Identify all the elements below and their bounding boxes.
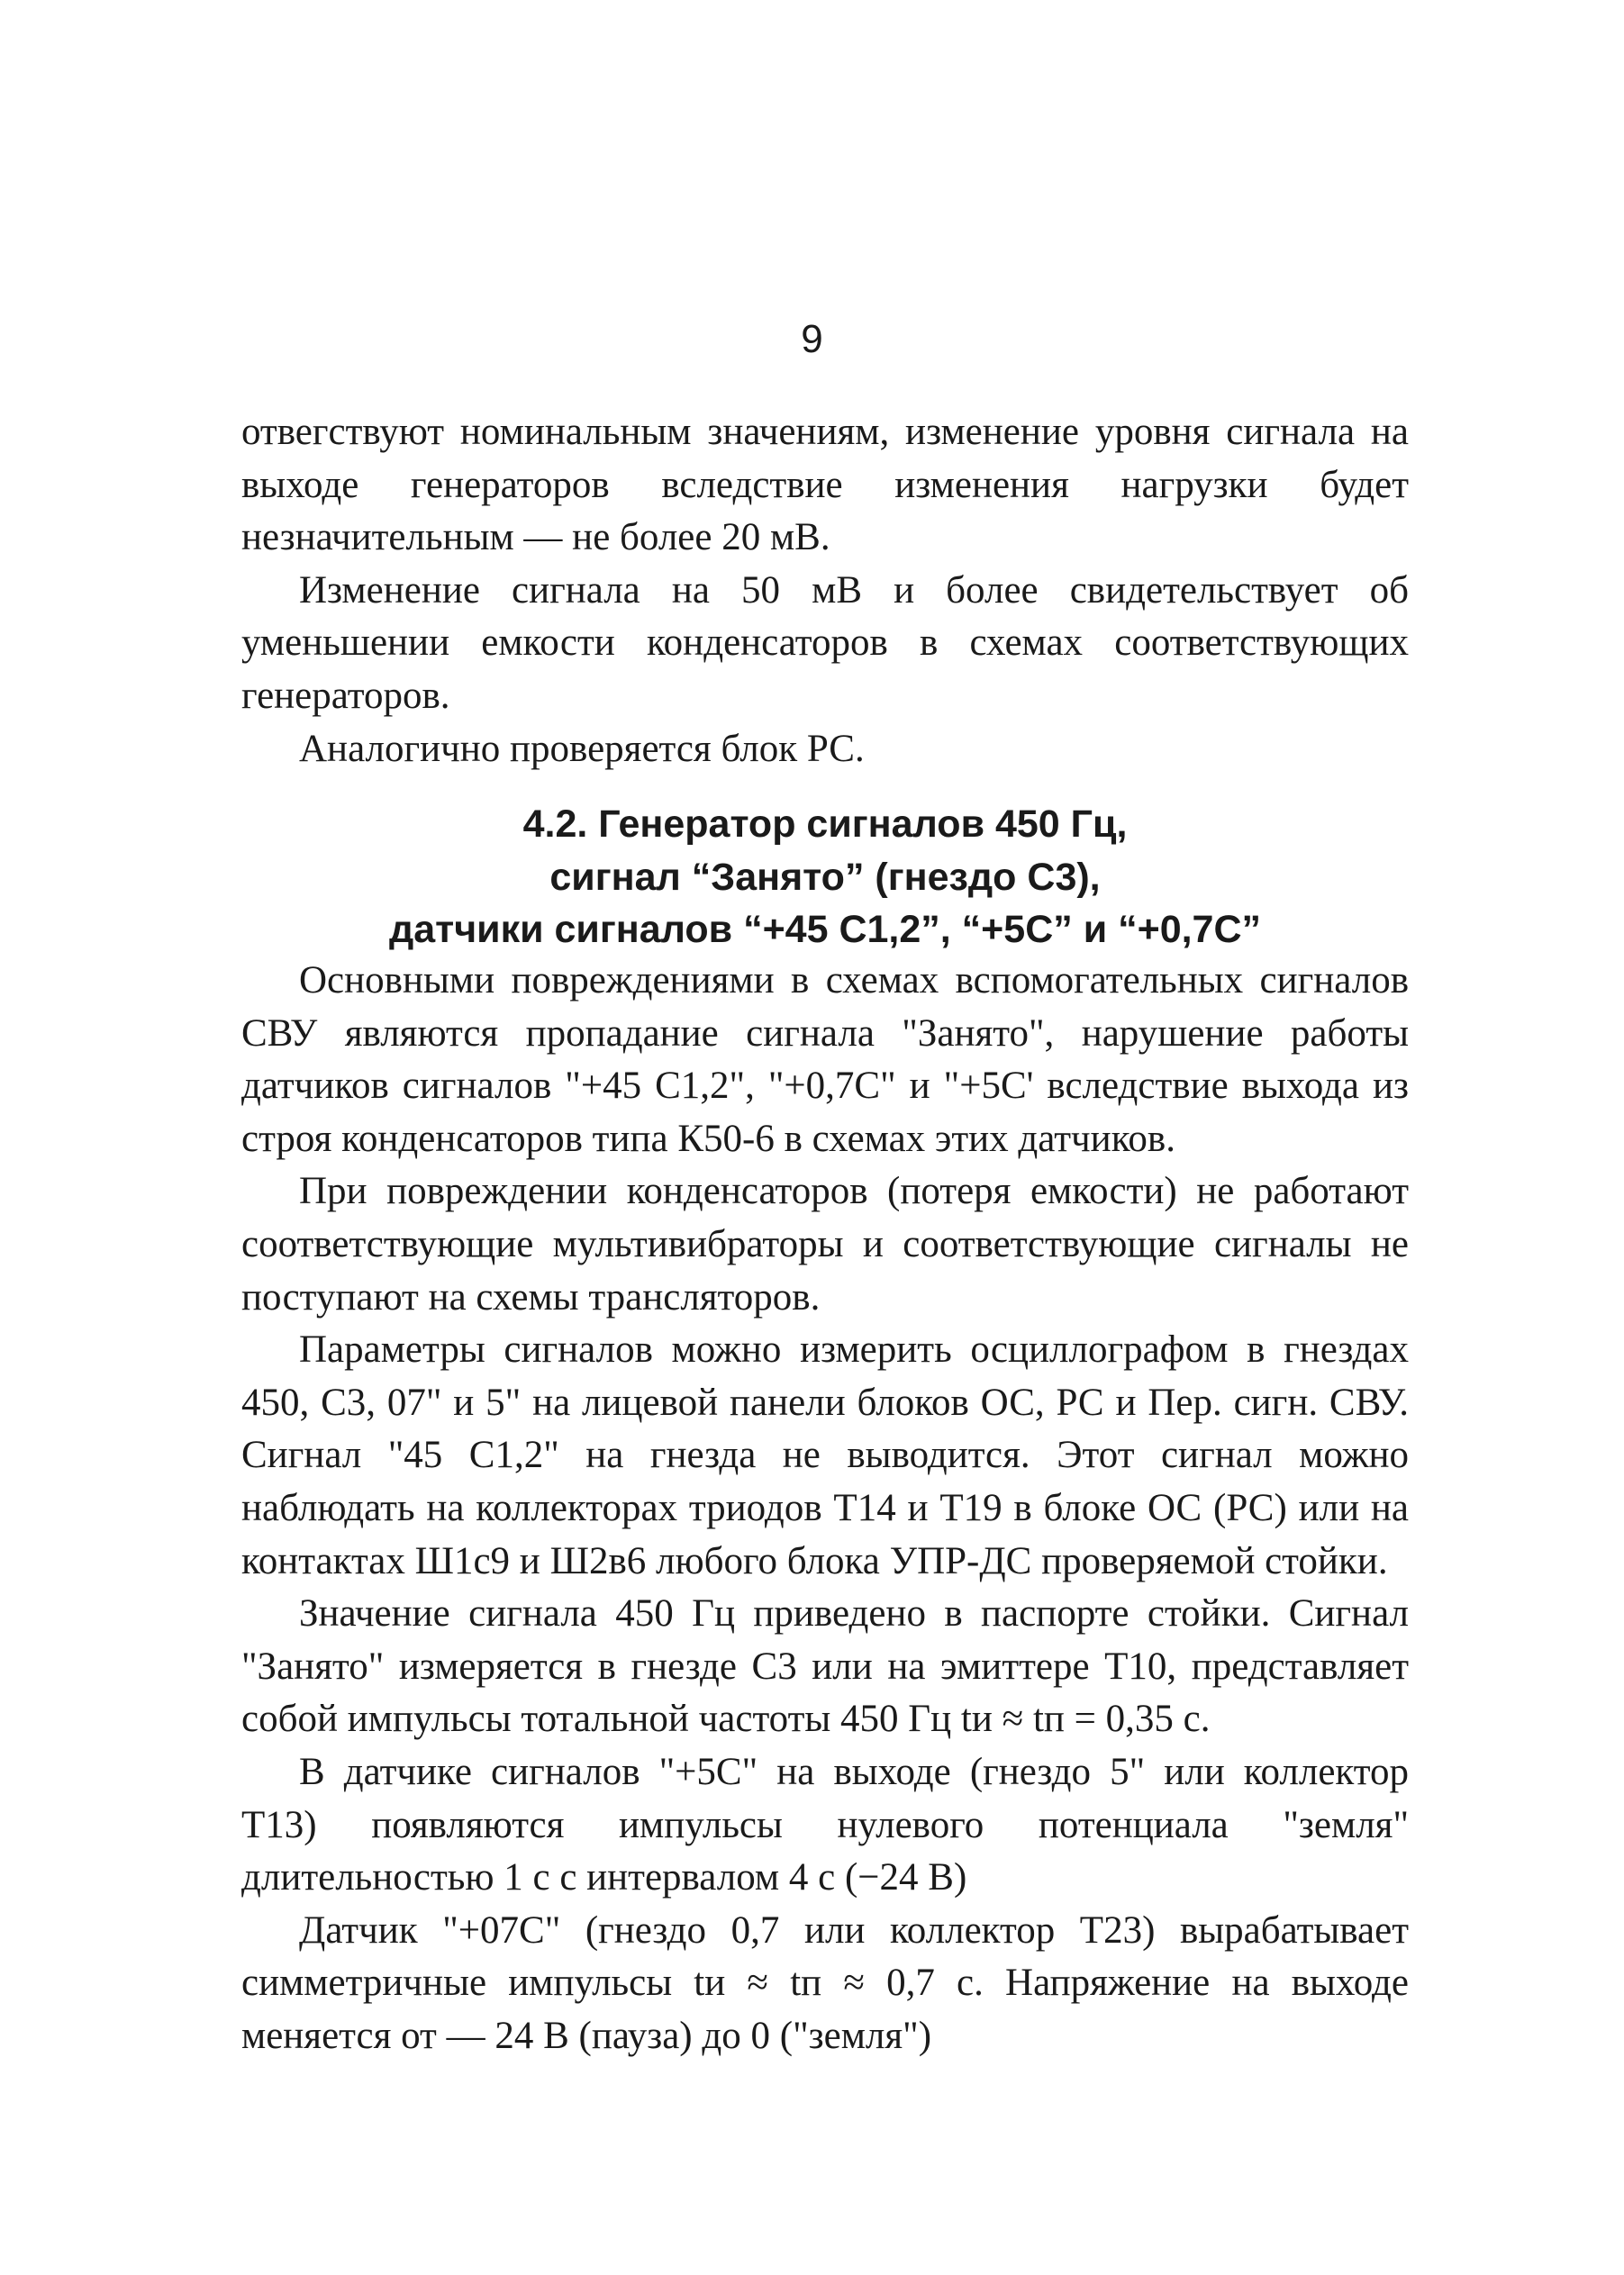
body-paragraph-4: Значение сигнала 450 Гц приведено в паспорте стойки. Сигнал "Занято" измеряется в гнезде С3 или на эмиттере Т10, представляет собой импульсы тотальной частоты 450 Гц tи ≈ tп = 0,35 с. <box>241 1592 1409 1741</box>
intro-paragraph-1: отвегствуют номинальным значениям, изменение уровня сигнала на выходе генераторов вследствие изменения нагрузки будет незначительным — не более 20 мВ. <box>241 411 1409 559</box>
section-heading-line-1: 4.2. Генератор сигналов 450 Гц, <box>522 802 1128 846</box>
section-heading <box>241 798 1409 956</box>
body-paragraph-1: Основными повреждениями в схемах вспомогательных сигналов СВУ являются пропадание сигнала "Занято", нарушение работы датчиков сигналов "+45 С1,2", "+0,7С" и "+5С' вследствие выхода из строя конденсаторов типа К50-6 в схемах этих датчиков. <box>241 959 1409 1160</box>
page-number: 9 <box>801 317 823 361</box>
body-paragraph-6: Датчик "+07С" (гнездо 0,7 или коллектор Т23) вырабатывает симметричные импульсы tи ≈ tп ≈ 0,7 с. Напряжение на выходе меняется от — 24 В (пауза) до 0 ("земля") <box>241 1908 1409 2057</box>
section-heading-line-2: сигнал “Занято” (гнездо С3), <box>549 855 1101 899</box>
body-paragraph-2: При повреждении конденсаторов (потеря емкости) не работают соответствующие мультивибраторы и соответствующие сигналы не поступают на схемы трансляторов. <box>241 1170 1409 1319</box>
section-heading-line-3: датчики сигналов “+45 С1,2”, “+5С” и “+0,7С” <box>388 908 1262 951</box>
intro-text-block <box>241 406 1409 775</box>
intro-paragraph-3: Аналогично проверяется блок РС. <box>299 727 865 770</box>
body-paragraph-5: В датчике сигналов "+5С" на выходе (гнездо 5" или коллектор Т13) появляются импульсы нулевого потенциала "земля" длительностью 1 с с интервалом 4 с (−24 В) <box>241 1750 1409 1899</box>
body-paragraph-3: Параметры сигналов можно измерить осциллографом в гнездах 450, С3, 07" и 5" на лицевой панели блоков ОС, РС и Пер. сигн. СВУ. Сигнал "45 С1,2" на гнезда не выводится. Этот сигнал можно наблюдать на коллекторах триодов Т14 и Т19 в блоке ОС (РС) или на контактах Ш1с9 и Ш2в6 любого блока УПР-ДС проверяемой стойки. <box>241 1328 1409 1582</box>
intro-paragraph-2: Изменение сигнала на 50 мВ и более свидетельствует об уменьшении емкости конденсаторов в схемах соответствующих генераторов. <box>241 568 1409 717</box>
section-body <box>241 955 1409 2062</box>
